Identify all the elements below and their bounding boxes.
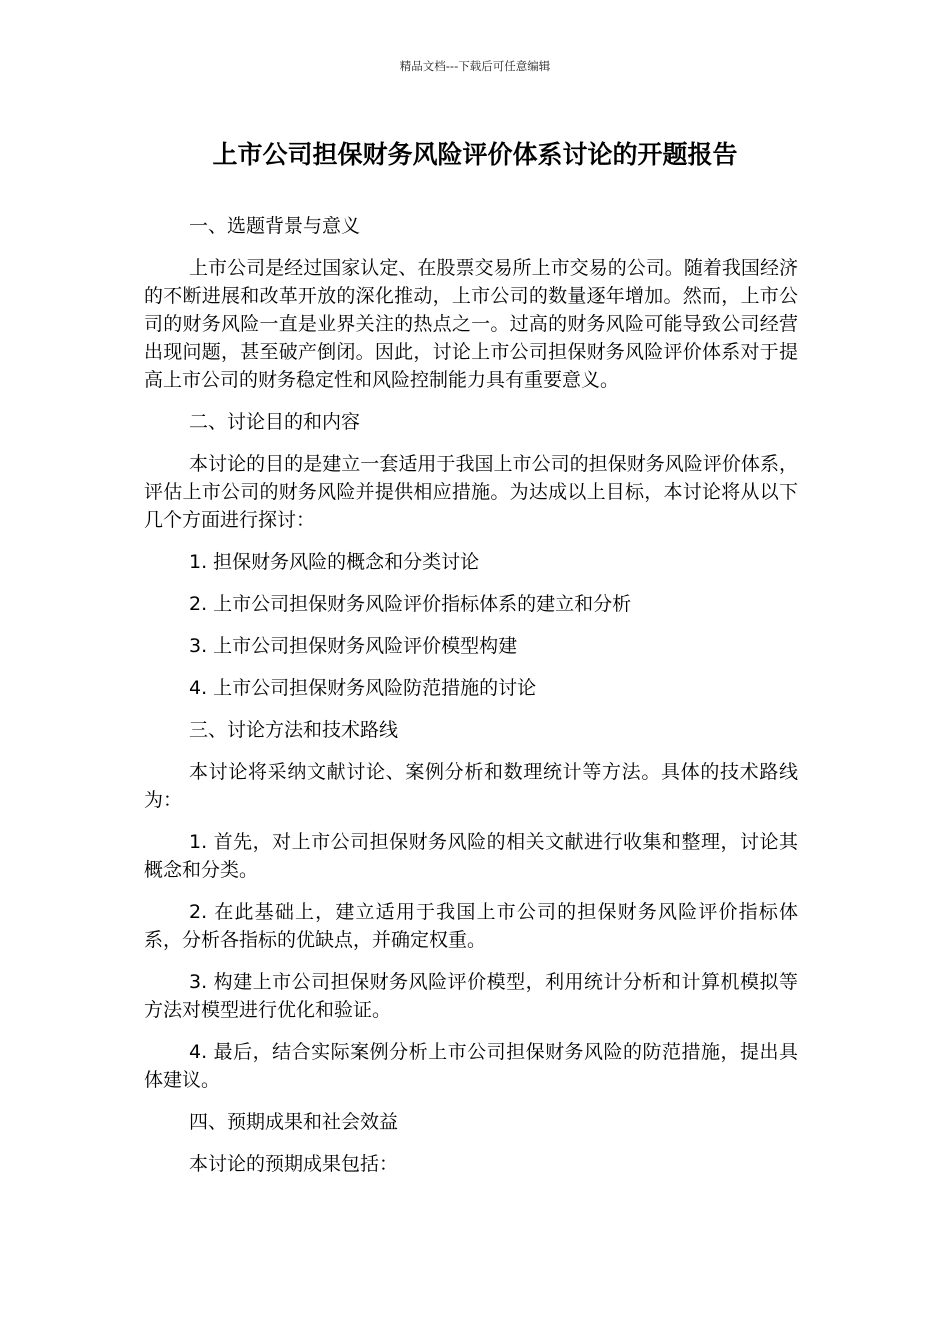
section-heading-method: 三、讨论方法和技术路线 (189, 719, 399, 741)
section-heading-background: 一、选题背景与意义 (189, 215, 361, 237)
route-step: 3. 构建上市公司担保财务风险评价模型，利用统计分析和计算机模拟等方法对模型进行优化和验证。 (144, 971, 798, 1021)
section-heading-outcomes: 四、预期成果和社会效益 (189, 1111, 399, 1133)
paragraph-background: 上市公司是经过国家认定、在股票交易所上市交易的公司。随着我国经济的不断进展和改革开放的深化推动，上市公司的数量逐年增加。然而，上市公司的财务风险一直是业界关注的热点之一。过高的财务风险可能导致公司经营出现问题，甚至破产倒闭。因此，讨论上市公司担保财务风险评价体系对于提高上市公司的财务稳定性和风险控制能力具有重要意义。 (144, 257, 798, 391)
document-title: 上市公司担保财务风险评价体系讨论的开题报告 (212, 140, 738, 169)
route-step: 2. 在此基础上，建立适用于我国上市公司的担保财务风险评价指标体系，分析各指标的优缺点，并确定权重。 (144, 901, 798, 951)
content-list-item: 4. 上市公司担保财务风险防范措施的讨论 (189, 677, 537, 699)
document-body (144, 212, 798, 1192)
route-step: 1. 首先，对上市公司担保财务风险的相关文献进行收集和整理，讨论其概念和分类。 (144, 831, 798, 881)
paragraph-outcomes: 本讨论的预期成果包括： (189, 1153, 399, 1175)
content-list-item: 1. 担保财务风险的概念和分类讨论 (189, 551, 480, 573)
paragraph-method: 本讨论将采纳文献讨论、案例分析和数理统计等方法。具体的技术路线为： (144, 761, 798, 811)
section-heading-purpose: 二、讨论目的和内容 (189, 411, 361, 433)
content-list-item: 2. 上市公司担保财务风险评价指标体系的建立和分析 (189, 593, 632, 615)
content-list-item: 3. 上市公司担保财务风险评价模型构建 (189, 635, 518, 657)
header-note: 精品文档---下载后可任意编辑 (399, 59, 551, 73)
paragraph-purpose: 本讨论的目的是建立一套适用于我国上市公司的担保财务风险评价体系，评估上市公司的财务风险并提供相应措施。为达成以上目标，本讨论将从以下几个方面进行探讨： (144, 453, 798, 531)
route-step: 4. 最后，结合实际案例分析上市公司担保财务风险的防范措施，提出具体建议。 (144, 1041, 798, 1091)
